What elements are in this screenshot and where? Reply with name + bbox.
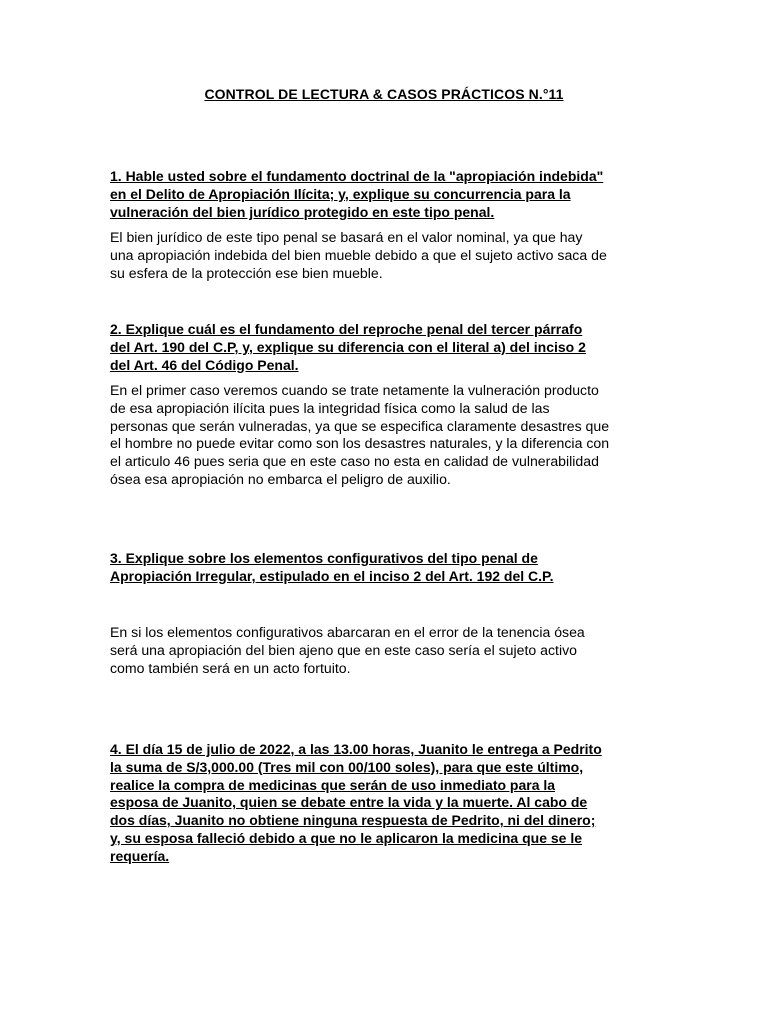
answer-line: de esa apropiación ilícita pues la integridad física como la salud de las xyxy=(110,399,550,416)
question-line: y, su esposa falleció debido a que no le aplicaron la medicina que se le xyxy=(110,829,583,846)
answer-line: personas que serán vulneradas, ya que se especifica claramente desastres que xyxy=(110,417,610,434)
answer-line: una apropiación indebida del bien mueble debido a que el sujeto activo saca de xyxy=(110,246,607,263)
answer-line: ósea esa apropiación no embarca el peligro de auxilio. xyxy=(110,470,451,487)
answer-line: el articulo 46 pues seria que en este caso no esta en calidad de vulnerabilidad xyxy=(110,453,599,470)
question-2 xyxy=(110,321,662,374)
page-title: CONTROL DE LECTURA & CASOS PRÁCTICOS N.°11 xyxy=(204,86,564,102)
question-line: vulneración del bien jurídico protegido en este tipo penal. xyxy=(110,203,495,220)
question-4 xyxy=(110,741,662,866)
question-line: dos días, Juanito no obtiene ninguna respuesta de Pedrito, ni del dinero; xyxy=(110,812,596,829)
question-line: la suma de S/3,000.00 (Tres mil con 00/100 soles), para que este último, xyxy=(110,758,584,775)
question-line: en el Delito de Apropiación Ilícita; y, explique su concurrencia para la xyxy=(110,185,571,202)
answer-line: será una apropiación del bien ajeno que en este caso sería el sujeto activo xyxy=(110,641,577,658)
question-line: esposa de Juanito, quien se debate entre la vida y la muerte. Al cabo de xyxy=(110,794,588,811)
question-line: del Art. 46 del Código Penal. xyxy=(110,356,299,373)
question-line: realice la compra de medicinas que serán de uso inmediato para la xyxy=(110,776,556,793)
answer-line: En si los elementos configurativos abarcaran en el error de la tenencia ósea xyxy=(110,624,585,640)
question-line: del Art. 190 del C.P, y, explique su diferencia con el literal a) del inciso 2 xyxy=(110,338,586,355)
answer-line: el hombre no puede evitar como son los desastres naturales, y la diferencia con xyxy=(110,435,610,452)
question-1 xyxy=(110,168,662,221)
question-3 xyxy=(110,550,662,586)
question-line: requería. xyxy=(110,847,170,864)
question-line: Apropiación Irregular, estipulado en el inciso 2 del Art. 192 del C.P. xyxy=(110,567,554,584)
question-line: 2. Explique cuál es el fundamento del reproche penal del tercer párrafo xyxy=(110,321,583,337)
answer-line: su esfera de la protección ese bien mueble. xyxy=(110,264,383,281)
answer-2 xyxy=(110,382,662,489)
answer-line: El bien jurídico de este tipo penal se basará en el valor nominal, ya que hay xyxy=(110,229,583,245)
answer-1 xyxy=(110,229,662,282)
answer-line: como también será en un acto fortuito. xyxy=(110,659,351,676)
question-line: 4. El día 15 de julio de 2022, a las 13.00 horas, Juanito le entrega a Pedrito xyxy=(110,741,602,757)
question-line: 3. Explique sobre los elementos configurativos del tipo penal de xyxy=(110,550,538,566)
answer-line: En el primer caso veremos cuando se trate netamente la vulneración producto xyxy=(110,382,599,398)
answer-3 xyxy=(110,624,662,677)
question-line: 1. Hable usted sobre el fundamento doctrinal de la "apropiación indebida" xyxy=(110,168,604,184)
